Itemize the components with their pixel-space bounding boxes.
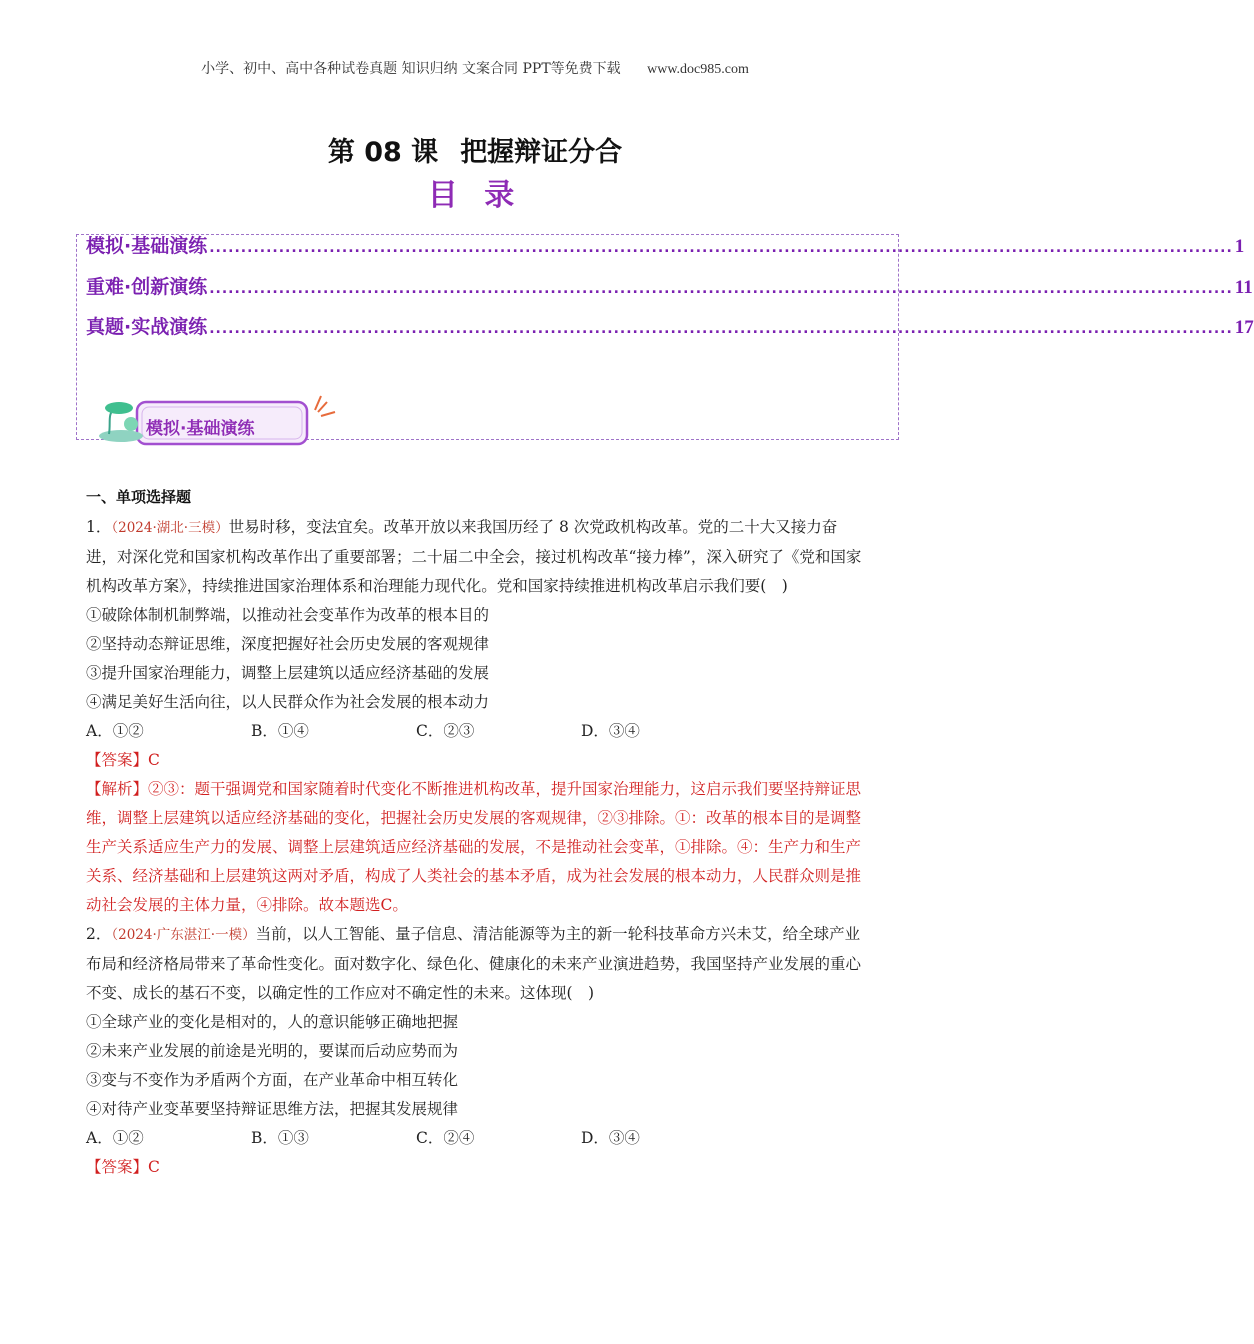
option-a[interactable]: A．①② (86, 1129, 144, 1147)
statement: ③变与不变作为矛盾两个方面，在产业革命中相互转化 (86, 1071, 459, 1089)
toc-dot-leader: .................................................................................................................................................................. (209, 321, 1233, 337)
toc-item-1[interactable] (86, 231, 1245, 257)
toc-dot-leader: .................................................................................................................................................................. (209, 281, 1233, 297)
statement: ①破除体制机制弊端，以推动社会变革作为改革的根本目的 (86, 606, 490, 624)
analysis-text: 【解析】②③：题干强调党和国家随着时代变化不断推进机构改革，提升国家治理能力，这启示我们要坚持辩证思维，调整上层建筑以适应经济基础的变化，把握社会历史发展的客观规律，②③排除。①：改革的根本目的是调整生产关系适应生产力的发展、调整上层建筑适应经济基础的发展，不是推动社会变革，①排除。④：生产力和生产关系、经济基础和上层建筑这两对矛盾，构成了人类社会的基本矛盾，成为社会发展的根本动力，人民群众则是推动社会发展的主体力量，④排除。故本题选C。 (86, 780, 862, 914)
question-2 (86, 920, 868, 1182)
statement: ①全球产业的变化是相对的，人的意识能够正确地把握 (86, 1013, 459, 1031)
toc-item-page: 11 (1234, 277, 1253, 298)
banner-leaf-icon (124, 417, 138, 431)
header-text: 小学、初中、高中各种试卷真题 知识归纳 文案合同 PPT等免费下载 (201, 61, 621, 77)
banner-sparkle-icon (315, 396, 335, 416)
option-d[interactable]: D．③④ (581, 722, 640, 740)
question-text: 当前，以人工智能、量子信息、清洁能源等为主的新一轮科技革命方兴未艾，给全球产业布局和经济格局带来了革命性变化。面对数字化、绿色化、健康化的未来产业演进趋势，我国坚持产业发展的重心不变、成长的基石不变，以确定性的工作应对不确定性的未来。这体现( ) (86, 925, 862, 1002)
statement: ②坚持动态辩证思维，深度把握好社会历史发展的客观规律 (86, 635, 490, 653)
toc-item-label: 真题·实战演练 (86, 316, 208, 338)
section-title: 一、单项选择题 (86, 488, 192, 506)
question-stem (86, 513, 868, 601)
page-title (0, 130, 950, 169)
header-url[interactable]: www.doc985.com (647, 62, 749, 77)
statement: ④对待产业变革要坚持辩证思维方法，把握其发展规律 (86, 1100, 459, 1118)
toc-item-3[interactable] (86, 312, 1254, 338)
page-header (0, 58, 950, 78)
lesson-topic: 把握辩证分合 (460, 137, 623, 168)
banner-lotus-leaf-icon (105, 402, 133, 414)
question-source-tag: （2024·广东湛江·一模） (111, 927, 256, 943)
answer-options (86, 717, 868, 746)
option-c[interactable]: C．②④ (416, 1129, 475, 1147)
lesson-number: 第 08 课 (327, 137, 439, 168)
answer-line: 【答案】C (86, 1158, 160, 1176)
toc-item-page: 1 (1234, 236, 1245, 257)
option-d[interactable]: D．③④ (581, 1129, 640, 1147)
question-source-tag: （2024·湖北·三模） (111, 520, 229, 536)
banner-label: 模拟·基础演练 (146, 419, 255, 439)
toc-heading: 目 录 (427, 178, 523, 213)
question-number: 1． (86, 518, 112, 536)
toc-item-label: 重难·创新演练 (86, 276, 208, 298)
option-b[interactable]: B．①③ (251, 1129, 309, 1147)
question-number: 2． (86, 925, 112, 943)
option-b[interactable]: B．①④ (251, 722, 309, 740)
toc-item-page: 17 (1234, 317, 1254, 338)
option-c[interactable]: C．②③ (416, 722, 475, 740)
answer-line: 【答案】C (86, 751, 160, 769)
statement: ④满足美好生活向往，以人民群众作为社会发展的根本动力 (86, 693, 490, 711)
statement: ③提升国家治理能力，调整上层建筑以适应经济基础的发展 (86, 664, 490, 682)
option-a[interactable]: A．①② (86, 722, 144, 740)
question-stem (86, 920, 868, 1008)
question-text: 世易时移，变法宜矣。改革开放以来我国历经了 8 次党政机构改革。党的二十大又接力奋进，对深化党和国家机构改革作出了重要部署；二十届二中全会，接过机构改革“接力棒”，深入研究了《党和国家机构改革方案》，持续推进国家治理体系和治理能力现代化。党和国家持续推进机构改革启示我们要( ) (86, 518, 862, 595)
banner-pond-icon (99, 430, 143, 442)
toc-item-label: 模拟·基础演练 (86, 235, 208, 257)
toc-dot-leader: .................................................................................................................................................................. (209, 240, 1233, 256)
question-list (86, 513, 868, 1182)
statement: ②未来产业发展的前途是光明的，要谋而后动应势而为 (86, 1042, 459, 1060)
answer-options (86, 1124, 868, 1153)
question-1 (86, 513, 868, 920)
toc-item-2[interactable] (86, 272, 1253, 298)
